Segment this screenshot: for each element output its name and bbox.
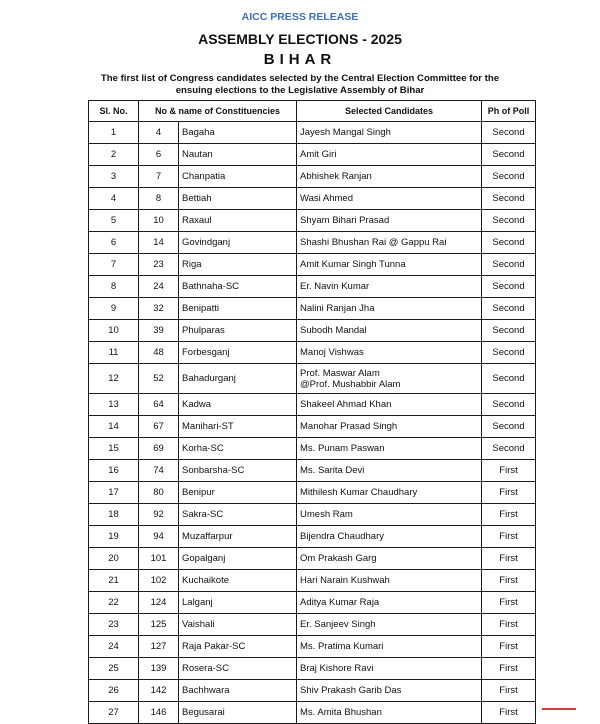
- table-header-row: [89, 101, 536, 122]
- sl-no-cell: 6: [89, 232, 139, 254]
- constituency-number-cell: 124: [139, 592, 179, 614]
- phase-cell: Second: [482, 394, 536, 416]
- candidate-cell: Ms. Punam Paswan: [297, 438, 482, 460]
- sl-no-cell: 22: [89, 592, 139, 614]
- table-row: [89, 210, 536, 232]
- constituency-number-cell: 10: [139, 210, 179, 232]
- constituency-name-cell: Benipatti: [179, 298, 297, 320]
- candidate-cell: Subodh Mandal: [297, 320, 482, 342]
- sl-no-cell: 14: [89, 416, 139, 438]
- constituency-number-cell: 6: [139, 144, 179, 166]
- phase-cell: First: [482, 636, 536, 658]
- table-row: [89, 188, 536, 210]
- constituency-name-cell: Gopalganj: [179, 548, 297, 570]
- phase-cell: First: [482, 614, 536, 636]
- document-title: ASSEMBLY ELECTIONS - 2025: [198, 31, 402, 47]
- sl-no-cell: 4: [89, 188, 139, 210]
- constituency-number-cell: 24: [139, 276, 179, 298]
- candidate-cell: Manohar Prasad Singh: [297, 416, 482, 438]
- phase-cell: Second: [482, 166, 536, 188]
- table-row: [89, 144, 536, 166]
- col-header-candidate: Selected Candidates: [297, 101, 482, 122]
- constituency-name-cell: Bahadurganj: [179, 364, 297, 394]
- candidate-cell: Bijendra Chaudhary: [297, 526, 482, 548]
- table-row: [89, 166, 536, 188]
- document-subtitle: [0, 73, 600, 96]
- sl-no-cell: 8: [89, 276, 139, 298]
- candidate-cell: Nalini Ranjan Jha: [297, 298, 482, 320]
- constituency-name-cell: Nautan: [179, 144, 297, 166]
- table-row: [89, 504, 536, 526]
- constituency-number-cell: 146: [139, 702, 179, 724]
- table-row: [89, 232, 536, 254]
- table-row: [89, 658, 536, 680]
- subtitle-line-2: ensuing elections to the Legislative Assembly of Bihar: [175, 84, 425, 96]
- table-row: [89, 482, 536, 504]
- table-row: [89, 614, 536, 636]
- phase-cell: First: [482, 460, 536, 482]
- phase-cell: Second: [482, 210, 536, 232]
- constituency-number-cell: 92: [139, 504, 179, 526]
- constituency-name-cell: Forbesganj: [179, 342, 297, 364]
- candidate-cell: Abhishek Ranjan: [297, 166, 482, 188]
- constituency-number-cell: 102: [139, 570, 179, 592]
- constituency-name-cell: Riga: [179, 254, 297, 276]
- constituency-name-cell: Vaishali: [179, 614, 297, 636]
- table-row: [89, 460, 536, 482]
- phase-cell: Second: [482, 276, 536, 298]
- candidate-cell: Ms. Pratima Kumari: [297, 636, 482, 658]
- sl-no-cell: 15: [89, 438, 139, 460]
- sl-no-cell: 17: [89, 482, 139, 504]
- sl-no-cell: 18: [89, 504, 139, 526]
- constituency-name-cell: Kuchaikote: [179, 570, 297, 592]
- table-row: [89, 416, 536, 438]
- constituency-number-cell: 67: [139, 416, 179, 438]
- constituency-name-cell: Raxaul: [179, 210, 297, 232]
- constituency-number-cell: 14: [139, 232, 179, 254]
- constituency-number-cell: 127: [139, 636, 179, 658]
- candidate-cell: Umesh Ram: [297, 504, 482, 526]
- constituency-number-cell: 52: [139, 364, 179, 394]
- candidate-cell: Shyam Bihari Prasad: [297, 210, 482, 232]
- candidate-cell: Er. Navin Kumar: [297, 276, 482, 298]
- sl-no-cell: 11: [89, 342, 139, 364]
- press-release-label: AICC PRESS RELEASE: [241, 11, 359, 23]
- phase-cell: Second: [482, 342, 536, 364]
- sl-no-cell: 10: [89, 320, 139, 342]
- table-row: [89, 394, 536, 416]
- constituency-number-cell: 142: [139, 680, 179, 702]
- constituency-name-cell: Raja Pakar-SC: [179, 636, 297, 658]
- sl-no-cell: 12: [89, 364, 139, 394]
- candidate-cell: Amit Kumar Singh Tunna: [297, 254, 482, 276]
- constituency-name-cell: Begusarai: [179, 702, 297, 724]
- col-header-phase: Ph of Poll: [482, 101, 536, 122]
- sl-no-cell: 26: [89, 680, 139, 702]
- table-row: [89, 438, 536, 460]
- constituency-number-cell: 7: [139, 166, 179, 188]
- table-row: [89, 570, 536, 592]
- phase-cell: Second: [482, 232, 536, 254]
- phase-cell: First: [482, 526, 536, 548]
- candidates-table: [88, 100, 536, 724]
- constituency-number-cell: 23: [139, 254, 179, 276]
- sl-no-cell: 21: [89, 570, 139, 592]
- col-header-constituency: No & name of Constituencies: [139, 101, 297, 122]
- constituency-name-cell: Chanpatia: [179, 166, 297, 188]
- phase-cell: First: [482, 548, 536, 570]
- phase-cell: Second: [482, 438, 536, 460]
- constituency-number-cell: 94: [139, 526, 179, 548]
- candidate-line-2: @Prof. Mushabbir Alam: [300, 378, 401, 390]
- constituency-name-cell: Bathnaha-SC: [179, 276, 297, 298]
- table-row: [89, 320, 536, 342]
- constituency-name-cell: Bachhwara: [179, 680, 297, 702]
- constituency-number-cell: 125: [139, 614, 179, 636]
- phase-cell: Second: [482, 298, 536, 320]
- candidate-cell: Om Prakash Garg: [297, 548, 482, 570]
- sl-no-cell: 24: [89, 636, 139, 658]
- constituency-name-cell: Korha-SC: [179, 438, 297, 460]
- candidate-cell: Shakeel Ahmad Khan: [297, 394, 482, 416]
- table-row: [89, 680, 536, 702]
- candidate-line-1: Prof. Maswar Alam: [300, 367, 380, 379]
- col-header-sl-no: Sl. No.: [89, 101, 139, 122]
- constituency-number-cell: 69: [139, 438, 179, 460]
- candidate-cell: Manoj Vishwas: [297, 342, 482, 364]
- phase-cell: Second: [482, 416, 536, 438]
- phase-cell: Second: [482, 188, 536, 210]
- phase-cell: Second: [482, 144, 536, 166]
- sl-no-cell: 9: [89, 298, 139, 320]
- constituency-name-cell: Bagaha: [179, 122, 297, 144]
- candidate-cell: Aditya Kumar Raja: [297, 592, 482, 614]
- constituency-number-cell: 101: [139, 548, 179, 570]
- constituency-name-cell: Benipur: [179, 482, 297, 504]
- sl-no-cell: 25: [89, 658, 139, 680]
- phase-cell: Second: [482, 320, 536, 342]
- phase-cell: First: [482, 592, 536, 614]
- constituency-number-cell: 139: [139, 658, 179, 680]
- sl-no-cell: 20: [89, 548, 139, 570]
- phase-cell: Second: [482, 122, 536, 144]
- candidate-cell: Ms. Amita Bhushan: [297, 702, 482, 724]
- table-row: [89, 526, 536, 548]
- constituency-number-cell: 4: [139, 122, 179, 144]
- constituency-number-cell: 48: [139, 342, 179, 364]
- candidate-cell: Shashi Bhushan Rai @ Gappu Rai: [297, 232, 482, 254]
- phase-cell: First: [482, 482, 536, 504]
- sl-no-cell: 16: [89, 460, 139, 482]
- phase-cell: First: [482, 570, 536, 592]
- sl-no-cell: 13: [89, 394, 139, 416]
- candidate-cell: Hari Narain Kushwah: [297, 570, 482, 592]
- constituency-name-cell: Lalganj: [179, 592, 297, 614]
- sl-no-cell: 19: [89, 526, 139, 548]
- state-heading: BIHAR: [263, 51, 337, 68]
- subtitle-line-1: The first list of Congress candidates selected by the Central Election Committee for the: [100, 73, 500, 84]
- constituency-name-cell: Bettiah: [179, 188, 297, 210]
- sl-no-cell: 7: [89, 254, 139, 276]
- table-row: [89, 592, 536, 614]
- table-row: [89, 364, 536, 394]
- table-row: [89, 342, 536, 364]
- phase-cell: First: [482, 504, 536, 526]
- table-row: [89, 122, 536, 144]
- constituency-name-cell: Sakra-SC: [179, 504, 297, 526]
- constituency-name-cell: Muzaffarpur: [179, 526, 297, 548]
- sl-no-cell: 1: [89, 122, 139, 144]
- table-row: [89, 636, 536, 658]
- candidate-cell: Er. Sanjeev Singh: [297, 614, 482, 636]
- constituency-name-cell: Sonbarsha-SC: [179, 460, 297, 482]
- constituency-number-cell: 8: [139, 188, 179, 210]
- table-row: [89, 548, 536, 570]
- phase-cell: First: [482, 680, 536, 702]
- constituency-name-cell: Kadwa: [179, 394, 297, 416]
- candidate-cell: Jayesh Mangal Singh: [297, 122, 482, 144]
- constituency-number-cell: 32: [139, 298, 179, 320]
- sl-no-cell: 27: [89, 702, 139, 724]
- table-row: [89, 254, 536, 276]
- candidate-cell: Amit Giri: [297, 144, 482, 166]
- sl-no-cell: 23: [89, 614, 139, 636]
- candidate-cell: Wasi Ahmed: [297, 188, 482, 210]
- phase-cell: Second: [482, 364, 536, 394]
- sl-no-cell: 3: [89, 166, 139, 188]
- candidate-cell: Braj Kishore Ravi: [297, 658, 482, 680]
- phase-cell: First: [482, 658, 536, 680]
- sl-no-cell: 5: [89, 210, 139, 232]
- sl-no-cell: 2: [89, 144, 139, 166]
- constituency-number-cell: 39: [139, 320, 179, 342]
- candidate-cell: Mithilesh Kumar Chaudhary: [297, 482, 482, 504]
- table-row: [89, 702, 536, 724]
- table-row: [89, 298, 536, 320]
- constituency-name-cell: Govindganj: [179, 232, 297, 254]
- constituency-number-cell: 74: [139, 460, 179, 482]
- phase-cell: First: [482, 702, 536, 724]
- table-row: [89, 276, 536, 298]
- constituency-number-cell: 80: [139, 482, 179, 504]
- phase-cell: Second: [482, 254, 536, 276]
- candidate-cell: Shiv Prakash Garib Das: [297, 680, 482, 702]
- constituency-name-cell: Rosera-SC: [179, 658, 297, 680]
- constituency-name-cell: Phulparas: [179, 320, 297, 342]
- constituency-name-cell: Manihari-ST: [179, 416, 297, 438]
- candidate-cell: Ms. Sarita Devi: [297, 460, 482, 482]
- candidate-cell: [297, 364, 482, 394]
- constituency-number-cell: 64: [139, 394, 179, 416]
